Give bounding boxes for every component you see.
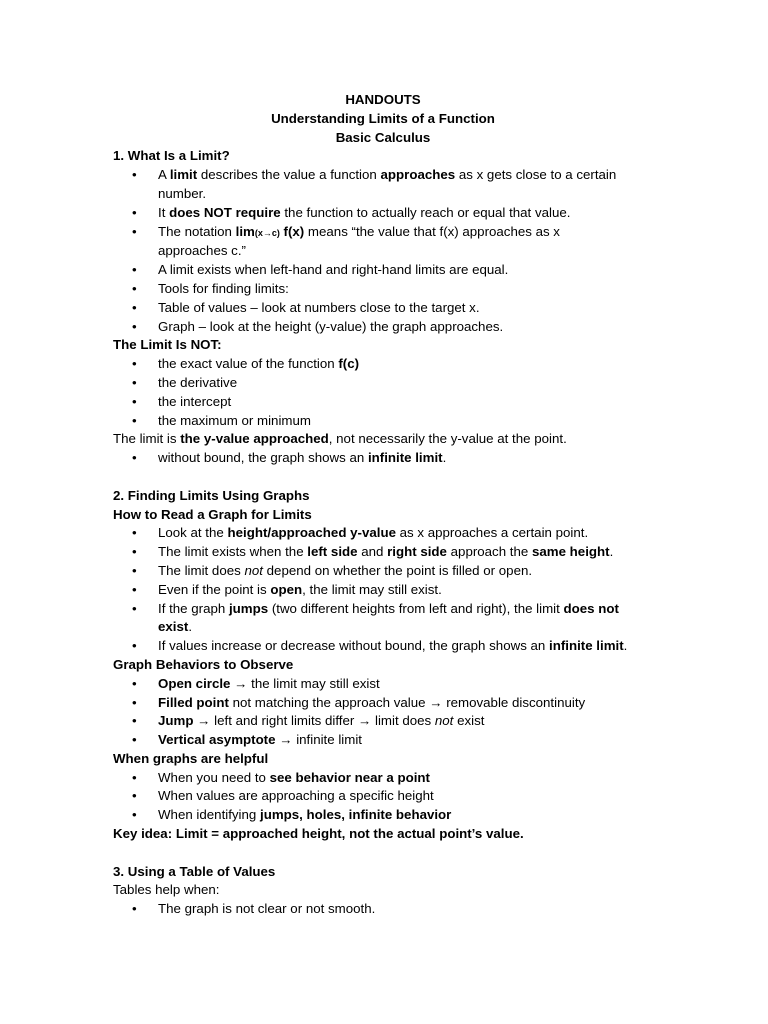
list-item: • When values are approaching a specific height: [113, 787, 653, 806]
bullet-icon: •: [132, 223, 137, 239]
bullet-icon: •: [132, 450, 137, 466]
tables-intro: Tables help when:: [113, 882, 220, 898]
bullet-icon: •: [132, 769, 137, 785]
bullet-icon: •: [132, 412, 137, 428]
list-item: • Vertical asymptote → infinite limit: [113, 731, 653, 750]
list-item: • It does NOT require the function to actually reach or equal that value.: [113, 204, 653, 223]
doc-subtitle: Understanding Limits of a Function: [271, 110, 495, 126]
bullet-icon: •: [132, 713, 137, 729]
list-item: • The graph is not clear or not smooth.: [113, 900, 653, 919]
bullet-icon: •: [132, 562, 137, 578]
bullet-icon: •: [132, 374, 137, 390]
bullet-icon: •: [132, 262, 137, 278]
list-item: • Jump → left and right limits differ → limit does not exist: [113, 712, 653, 731]
spacer: [113, 844, 653, 863]
bullet-icon: •: [132, 581, 137, 597]
bullet-icon: •: [132, 732, 137, 748]
list-item: • If the graph jumps (two different heights from left and right), the limit does not exist.: [132, 600, 619, 635]
bullet-icon: •: [132, 544, 137, 560]
limit-subscript: (x→c): [254, 227, 280, 238]
section-1-heading: 1. What Is a Limit?: [113, 148, 230, 164]
read-graph-list: [113, 524, 653, 656]
section-3-heading: 3. Using a Table of Values: [113, 863, 276, 879]
doc-course: Basic Calculus: [335, 129, 431, 145]
bullet-icon: •: [132, 807, 137, 823]
bullet-icon: •: [132, 694, 137, 710]
list-item: • Look at the height/approached y-value as x approaches a certain point.: [113, 524, 653, 543]
graph-behaviors-heading: Graph Behaviors to Observe: [113, 656, 294, 672]
bullet-icon: •: [132, 638, 137, 654]
list-item: • the derivative: [113, 374, 653, 393]
list-item: • When identifying jumps, holes, infinite behavior: [113, 806, 653, 825]
bullet-icon: •: [132, 788, 137, 804]
graphs-helpful-list: [113, 769, 653, 825]
graph-behaviors-list: [113, 675, 653, 750]
bullet-icon: •: [132, 393, 137, 409]
key-idea: Key idea: Limit = approached height, not the actual point’s value.: [113, 826, 524, 842]
list-item: • The limit exists when the left side and right side approach the same height.: [113, 543, 653, 562]
limit-is-not-list: [113, 355, 653, 430]
bullet-icon: •: [132, 901, 137, 917]
infinite-limit-list: [113, 449, 653, 468]
list-item: • the exact value of the function f(c): [113, 355, 653, 374]
list-item: • the maximum or minimum: [113, 412, 653, 431]
bullet-icon: •: [132, 167, 137, 183]
bullet-icon: •: [132, 299, 137, 315]
list-item: • The limit does not depend on whether the point is filled or open.: [113, 562, 653, 581]
list-item: • Graph – look at the height (y-value) the graph approaches.: [113, 318, 653, 337]
bullet-icon: •: [132, 280, 137, 296]
read-graph-heading: How to Read a Graph for Limits: [113, 506, 312, 522]
spacer: [113, 468, 653, 487]
list-item: • Open circle → the limit may still exist: [113, 675, 653, 694]
list-item: • Even if the point is open, the limit may still exist.: [113, 581, 653, 600]
bullet-icon: •: [132, 204, 137, 220]
doc-title: HANDOUTS: [345, 92, 421, 107]
list-item: • A limit exists when left-hand and right-hand limits are equal.: [113, 261, 653, 280]
handout-content: [113, 91, 653, 919]
bullet-icon: •: [132, 318, 137, 334]
list-item: • without bound, the graph shows an infinite limit.: [113, 449, 653, 468]
limit-definition-list: [113, 166, 653, 336]
list-item: • Filled point not matching the approach value → removable discontinuity: [113, 694, 653, 713]
limit-is-not-heading: The Limit Is NOT:: [113, 337, 222, 353]
bullet-icon: •: [132, 600, 137, 616]
list-item: • Tools for finding limits:: [113, 280, 653, 299]
list-item: • the intercept: [113, 393, 653, 412]
list-item: • When you need to see behavior near a point: [113, 769, 653, 788]
list-item: • Table of values – look at numbers close to the target x.: [113, 299, 653, 318]
bullet-icon: •: [132, 525, 137, 541]
list-item: • The notation lim(x→c) f(x) means “the value that f(x) approaches as x approaches c.”: [132, 223, 560, 259]
bullet-icon: •: [132, 675, 137, 691]
limit-summary-paragraph: The limit is the y-value approached, not necessarily the y-value at the point.: [113, 431, 567, 447]
list-item: • If values increase or decrease without bound, the graph shows an infinite limit.: [113, 637, 653, 656]
bullet-icon: •: [132, 356, 137, 372]
section-2-heading: 2. Finding Limits Using Graphs: [113, 487, 310, 503]
list-item: • A limit describes the value a function approaches as x gets close to a certain number.: [132, 167, 617, 201]
tables-help-list: [113, 900, 653, 919]
graphs-helpful-heading: When graphs are helpful: [113, 750, 269, 766]
